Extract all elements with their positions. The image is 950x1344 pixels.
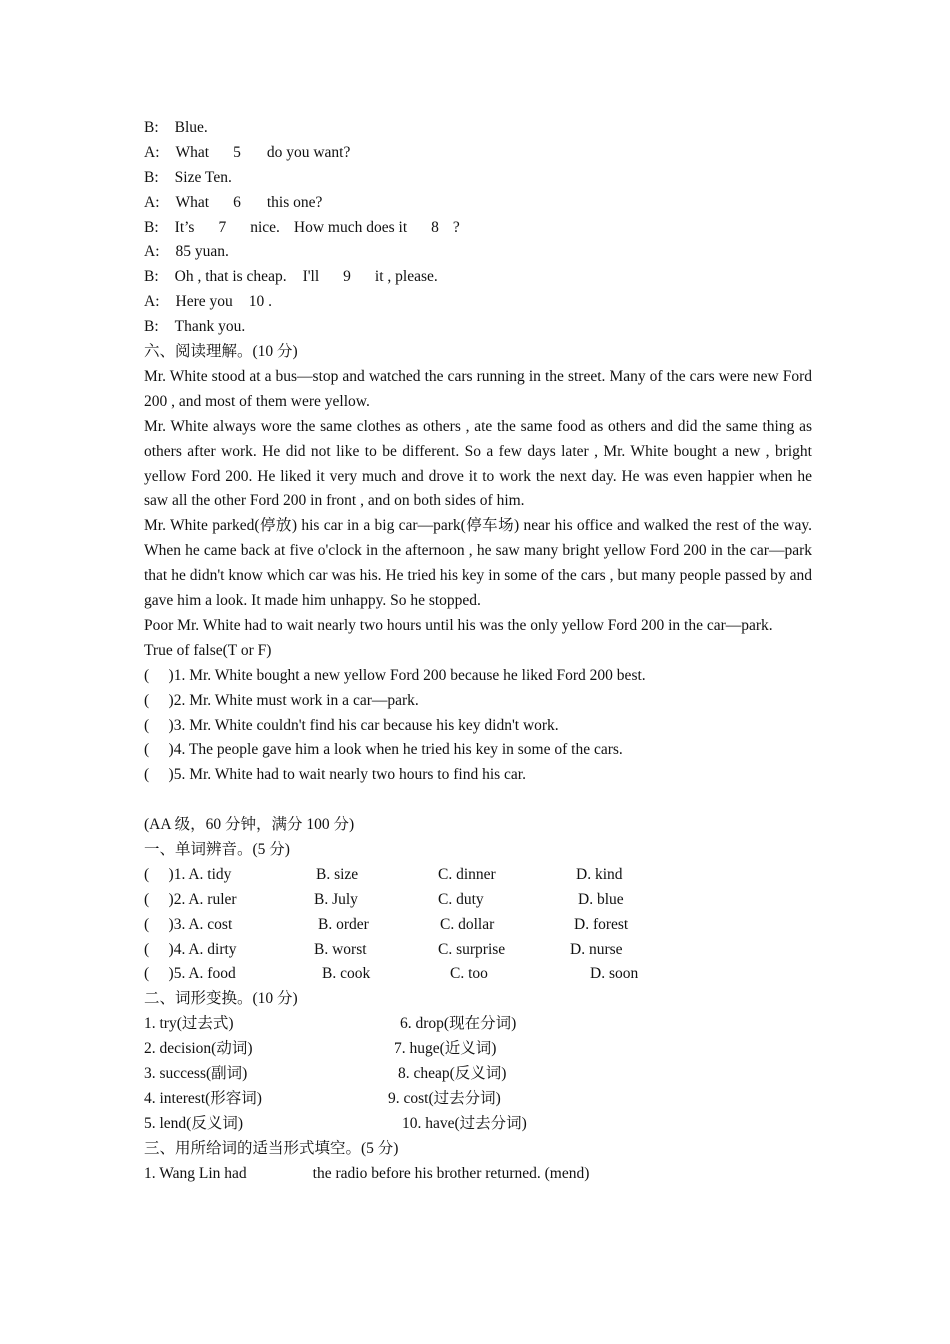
word-form-row: 1. try(过去式) 6. drop(现在分词) xyxy=(144,1015,517,1033)
tf-question: ( )4. The people gave him a look when he tried his key in some of the cars. xyxy=(144,741,623,759)
section-heading: 二、词形变换。(10 分) xyxy=(144,990,298,1008)
dialogue-line: B: Thank you. xyxy=(144,318,246,336)
tf-question: ( )5. Mr. White had to wait nearly two hours to find his car. xyxy=(144,766,526,784)
dialogue-line: A: What 5 do you want? xyxy=(144,143,351,161)
reading-paragraph: Mr. White always wore the same clothes as others , ate the same food as others and did the same thing as others after work. He did not like to be different. So a few days later , Mr. White bought a new , bright yellow Ford 200. He liked it very much and drove it to work the next day. He was even happier when he saw all the other Ford 200 in front , and on both sides of him. xyxy=(144,417,812,510)
reading-paragraph: Poor Mr. White had to wait nearly two hours until his was the only yellow Ford 200 in the car—park. xyxy=(144,616,773,634)
phonetics-question: ( )3. A. cost B. order C. dollar D. forest xyxy=(144,915,629,933)
tf-question: ( )3. Mr. White couldn't find his car because his key didn't work. xyxy=(144,716,559,734)
dialogue-line: B: Oh , that is cheap. I'll 9 it , please. xyxy=(144,268,438,286)
dialogue-line: A: 85 yuan. xyxy=(144,243,229,261)
reading-paragraph: Mr. White stood at a bus—stop and watched the cars running in the street. Many of the cars were new Ford 200 , and most of them were yellow. xyxy=(144,367,812,410)
dialogue-line: B: It’s 7 nice. How much does it 8 ? xyxy=(144,218,460,236)
phonetics-question: ( )1. A. tidy B. size C. dinner D. kind xyxy=(144,865,623,883)
dialogue-line: A: Here you 10 . xyxy=(144,293,272,311)
tf-question: ( )2. Mr. White must work in a car—park. xyxy=(144,691,419,709)
tf-question: ( )1. Mr. White bought a new yellow Ford 200 because he liked Ford 200 best. xyxy=(144,666,646,684)
word-form-row: 4. interest(形容词) 9. cost(过去分词) xyxy=(144,1089,501,1107)
word-form-row: 5. lend(反义词) 10. have(过去分词) xyxy=(144,1114,527,1132)
level-title: (AA 级，60 分钟，满分 100 分) xyxy=(144,816,355,834)
reading-paragraph: Mr. White parked(停放) his car in a big car—park(停车场) near his office and walked the rest of the way. When he came back at five o'clock in the afternoon , he saw many bright yellow Ford 200 in the car—park that he didn't know which car was his. He tried his key in some of the cars , but many people passed by and gave him a look. It made him unhappy. So he stopped. xyxy=(144,517,812,610)
section-heading: 一、单词辨音。(5 分) xyxy=(144,841,290,858)
phonetics-question: ( )4. A. dirty B. worst C. surprise D. nurse xyxy=(144,940,623,958)
word-form-row: 2. decision(动词) 7. huge(近义词) xyxy=(144,1040,497,1058)
section-heading: 六、阅读理解。(10 分) xyxy=(144,343,298,361)
phonetics-question: ( )5. A. food B. cook C. too D. soon xyxy=(144,965,639,983)
document-page xyxy=(144,116,812,1186)
word-form-row: 3. success(副词) 8. cheap(反义词) xyxy=(144,1065,507,1083)
phonetics-question: ( )2. A. ruler B. July C. duty D. blue xyxy=(144,890,624,908)
fill-blank-question: 1. Wang Lin had the radio before his brother returned. (mend) xyxy=(144,1164,590,1182)
dialogue-line: B: Blue. xyxy=(144,119,208,136)
blank-line xyxy=(144,788,812,813)
tf-title: True of false(T or F) xyxy=(144,641,272,659)
section-heading: 三、用所给词的适当形式填空。(5 分) xyxy=(144,1139,399,1157)
dialogue-line: B: Size Ten. xyxy=(144,168,232,186)
dialogue-line: A: What 6 this one? xyxy=(144,193,323,211)
